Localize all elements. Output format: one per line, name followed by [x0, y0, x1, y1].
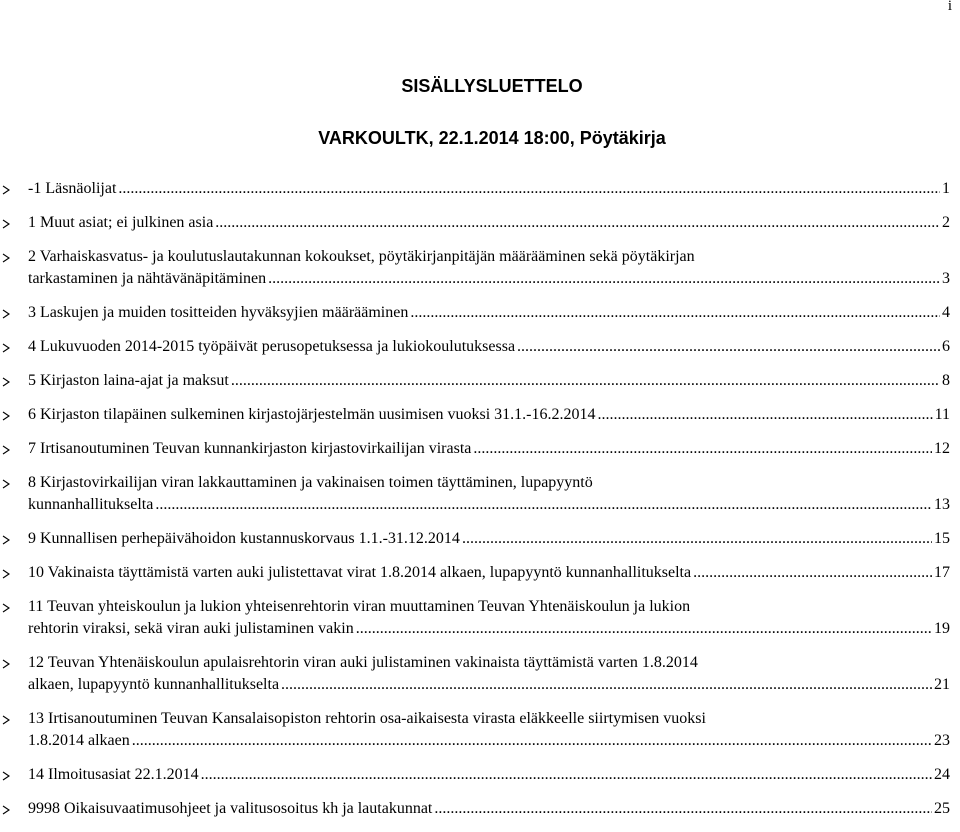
page-number: i [947, 0, 952, 14]
toc-entry[interactable] [0, 528, 960, 550]
toc-entry-line [16, 268, 960, 290]
section-marker-icon [0, 472, 12, 494]
toc-entry-page-number: 15 [934, 530, 950, 547]
toc-entry-text-line: 12 Teuvan Yhtenäiskoulun apulaisrehtorin viran auki julistaminen vakinaista täyttämistä varten 1.8.2014 [28, 654, 698, 671]
dot-leader [118, 178, 940, 200]
toc-entry-page-number: 21 [934, 676, 950, 693]
toc-entry-page-number: 8 [942, 372, 950, 389]
toc-entry[interactable] [0, 798, 960, 820]
dot-leader [473, 438, 932, 460]
toc-entry-page-number: 23 [934, 732, 950, 749]
section-marker-icon [0, 438, 12, 460]
toc-entry-page-number: 17 [934, 564, 950, 581]
section-marker-icon [0, 302, 12, 324]
dot-leader [215, 212, 940, 234]
toc-entry-page-number: 13 [934, 496, 950, 513]
section-marker-icon [0, 652, 12, 674]
dot-leader [155, 494, 932, 516]
section-marker-icon [0, 212, 12, 234]
toc-entry-line [16, 212, 960, 234]
toc-entry-page-number: 2 [942, 214, 950, 231]
toc-entry-line [16, 336, 960, 358]
toc-entry-title: alkaen, lupapyyntö kunnanhallitukselta [28, 676, 280, 693]
toc-entry[interactable] [0, 336, 960, 358]
section-marker-icon [0, 370, 12, 392]
toc-entry-text-line: 2 Varhaiskasvatus- ja koulutuslautakunnan kokoukset, pöytäkirjanpitäjän määrääminen sekä pöytäkirjan [28, 248, 695, 265]
toc-entry-page-number: 19 [934, 620, 950, 637]
toc-entry-line [16, 404, 960, 426]
section-marker-icon [0, 596, 12, 618]
section-marker-icon [0, 246, 12, 268]
dot-leader [281, 674, 932, 696]
toc-entry-title: 4 Lukuvuoden 2014-2015 työpäivät perusopetuksessa ja lukiokoulutuksessa [28, 338, 516, 355]
toc-entry[interactable] [0, 652, 960, 696]
toc-entry-page-number: 11 [934, 406, 950, 423]
table-of-contents [0, 178, 960, 832]
toc-entry-page-number: 24 [934, 766, 950, 783]
toc-entry-line [16, 730, 960, 752]
toc-entry[interactable] [0, 596, 960, 640]
section-marker-icon [0, 798, 12, 820]
toc-entry-page-number: 25 [934, 800, 950, 817]
dot-leader [132, 730, 932, 752]
toc-entry-title: tarkastaminen ja nähtävänäpitäminen [28, 270, 267, 287]
toc-entry-line [16, 438, 960, 460]
toc-entry-line [16, 764, 960, 786]
dot-leader [597, 404, 932, 426]
toc-entry[interactable] [0, 370, 960, 392]
toc-entry-title: 14 Ilmoitusasiat 22.1.2014 [28, 766, 199, 783]
toc-entry-title: 3 Laskujen ja muiden tositteiden hyväksyjien määrääminen [28, 304, 409, 321]
section-marker-icon [0, 178, 12, 200]
toc-entry-page-number: 3 [942, 270, 950, 287]
toc-entry[interactable] [0, 212, 960, 234]
dot-leader [231, 370, 940, 392]
section-marker-icon [0, 528, 12, 550]
toc-entry-title: 9 Kunnallisen perhepäivähoidon kustannuskorvaus 1.1.-31.12.2014 [28, 530, 460, 547]
dot-leader [517, 336, 940, 358]
toc-entry-title: 10 Vakinaista täyttämistä varten auki julistettavat virat 1.8.2014 alkaen, lupapyyntö kunnanhallitukselta [28, 564, 692, 581]
dot-leader [356, 618, 932, 640]
toc-entry-title: -1 Läsnäolijat [28, 180, 117, 197]
toc-entry[interactable] [0, 178, 960, 200]
toc-entry-line [16, 494, 960, 516]
section-marker-icon [0, 562, 12, 584]
toc-entry[interactable] [0, 438, 960, 460]
dot-leader [410, 302, 940, 324]
toc-entry-line [16, 562, 960, 584]
dot-leader [201, 764, 932, 786]
toc-entry-line [16, 178, 960, 200]
dot-leader [693, 562, 932, 584]
toc-entry[interactable] [0, 472, 960, 516]
toc-entry-text-line: 8 Kirjastovirkailijan viran lakkauttaminen ja vakinaisen toimen täyttäminen, lupapyyntö [28, 474, 593, 491]
toc-entry[interactable] [0, 404, 960, 426]
document-subtitle: VARKOULTK, 22.1.2014 18:00, Pöytäkirja [318, 128, 666, 148]
section-marker-icon [0, 708, 12, 730]
dot-leader [462, 528, 932, 550]
toc-entry-title: 5 Kirjaston laina-ajat ja maksut [28, 372, 229, 389]
section-marker-icon [0, 336, 12, 358]
toc-entry[interactable] [0, 708, 960, 752]
toc-entry-title: 7 Irtisanoutuminen Teuvan kunnankirjaston kirjastovirkailijan virasta [28, 440, 472, 457]
toc-entry-title: kunnanhallitukselta [28, 496, 154, 513]
toc-entry-line [16, 528, 960, 550]
toc-entry[interactable] [0, 562, 960, 584]
toc-entry-line [16, 302, 960, 324]
toc-entry-title: 9998 Oikaisuvaatimusohjeet ja valitusosoitus kh ja lautakunnat [28, 800, 433, 817]
toc-entry-title: rehtorin viraksi, sekä viran auki julistaminen vakin [28, 620, 354, 637]
dot-leader [268, 268, 940, 290]
toc-entry-title: 6 Kirjaston tilapäinen sulkeminen kirjastojärjestelmän uusimisen vuoksi 31.1.-16.2.2014 [28, 406, 596, 423]
toc-entry[interactable] [0, 246, 960, 290]
toc-entry-title: 1 Muut asiat; ei julkinen asia [28, 214, 214, 231]
toc-entry-line [16, 674, 960, 696]
document-title: SISÄLLYSLUETTELO [401, 76, 583, 96]
toc-entry-title: 1.8.2014 alkaen [28, 732, 130, 749]
toc-entry-page-number: 4 [942, 304, 950, 321]
toc-entry[interactable] [0, 764, 960, 786]
toc-entry-line [16, 798, 960, 820]
toc-entry[interactable] [0, 302, 960, 324]
toc-entry-page-number: 6 [942, 338, 950, 355]
toc-entry-page-number: 1 [942, 180, 950, 197]
dot-leader [434, 798, 932, 820]
toc-entry-line [16, 370, 960, 392]
toc-entry-text-line: 13 Irtisanoutuminen Teuvan Kansalaisopiston rehtorin osa-aikaisesta virasta eläkkeelle siirtymisen vuoksi [28, 710, 706, 727]
toc-entry-text-line: 11 Teuvan yhteiskoulun ja lukion yhteisenrehtorin viran muuttaminen Teuvan Yhtenäiskoulun ja lukion [28, 598, 691, 615]
toc-entry-page-number: 12 [934, 440, 950, 457]
toc-entry-line [16, 618, 960, 640]
section-marker-icon [0, 764, 12, 786]
section-marker-icon [0, 404, 12, 426]
